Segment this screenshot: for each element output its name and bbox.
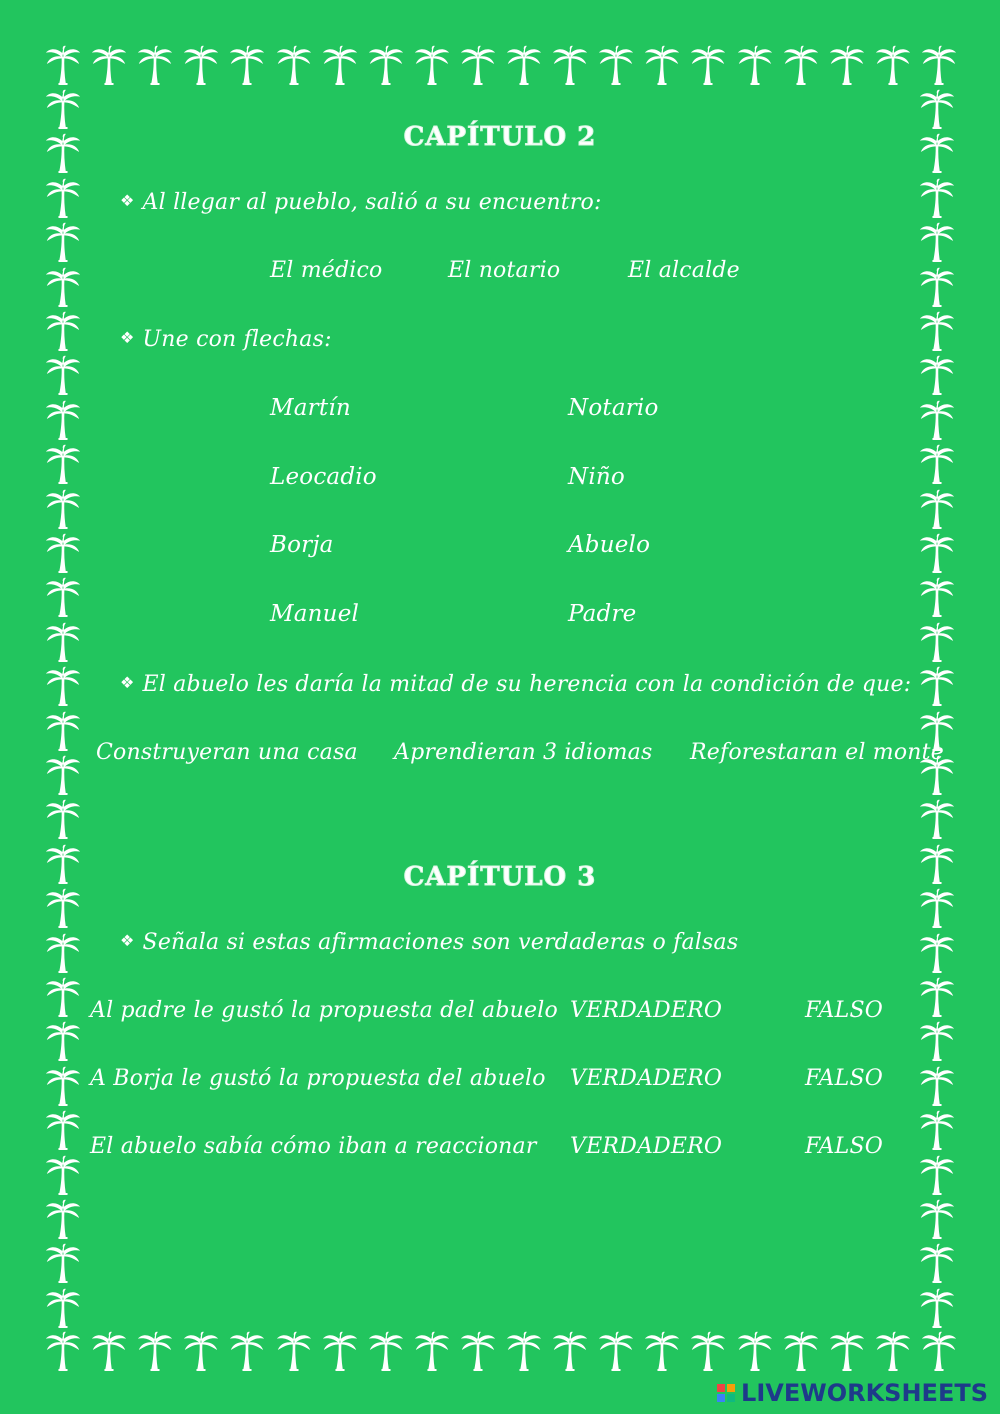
palm-tree-icon [918,976,956,1018]
palm-tree-icon [736,1330,774,1372]
brand-name: LIVEWORKSHEETS [741,1379,988,1407]
palm-tree-icon [44,754,82,796]
palm-tree-icon [505,44,543,86]
palm-tree-icon [44,621,82,663]
palm-tree-icon [597,44,635,86]
palm-tree-icon [689,44,727,86]
palm-tree-icon [918,1198,956,1240]
false-option[interactable]: FALSO [805,998,883,1023]
palm-tree-icon [918,399,956,441]
logo-square [727,1384,735,1392]
palm-tree-icon [459,44,497,86]
palm-tree-icon [90,44,128,86]
question-text: Señala si estas afirmaciones son verdaderas o falsas [142,930,739,955]
bullet-icon: ❖ [120,191,135,210]
logo-square [727,1394,735,1402]
palm-tree-icon [918,177,956,219]
palm-tree-icon [918,887,956,929]
palm-tree-icon [44,354,82,396]
option-notario[interactable]: El notario [448,258,561,283]
option-alcalde[interactable]: El alcalde [628,258,740,283]
palm-tree-icon [44,1198,82,1240]
palm-tree-icon [367,44,405,86]
palm-tree-icon [643,44,681,86]
palm-tree-icon [44,221,82,263]
palm-tree-icon [44,932,82,974]
palm-tree-icon [643,1330,681,1372]
false-option[interactable]: FALSO [805,1134,883,1159]
question-match [120,327,332,352]
palm-tree-icon [551,44,589,86]
palm-tree-icon [44,532,82,574]
palm-tree-icon [275,1330,313,1372]
palm-tree-icon [44,177,82,219]
palm-tree-icon [44,665,82,707]
palm-tree-icon [44,266,82,308]
palm-tree-icon [828,1330,866,1372]
palm-tree-icon [920,44,958,86]
palm-tree-icon [44,443,82,485]
match-left-item[interactable]: Borja [270,532,334,558]
palm-tree-icon [44,976,82,1018]
option-idiomas[interactable]: Aprendieran 3 idiomas [394,740,653,765]
palm-tree-icon [321,1330,359,1372]
palm-tree-icon [918,266,956,308]
logo-square [717,1394,725,1402]
palm-tree-icon [736,44,774,86]
palm-tree-icon [44,1330,82,1372]
option-casa[interactable]: Construyeran una casa [96,740,358,765]
match-right-item[interactable]: Padre [568,601,637,627]
match-left-item[interactable]: Manuel [270,601,360,627]
palm-tree-icon [44,576,82,618]
palm-tree-icon [44,1109,82,1151]
question-text: Une con flechas: [142,327,332,352]
statement-text: A Borja le gustó la propuesta del abuelo [90,1066,546,1091]
palm-tree-icon [597,1330,635,1372]
palm-tree-icon [918,576,956,618]
palm-tree-icon [413,44,451,86]
palm-tree-icon [782,1330,820,1372]
palm-tree-icon [44,1242,82,1284]
palm-tree-icon [782,44,820,86]
chapter-3-title: CAPÍTULO 3 [403,862,597,892]
palm-tree-icon [918,488,956,530]
palm-tree-icon [918,1020,956,1062]
palm-tree-icon [918,1154,956,1196]
match-right-item[interactable]: Notario [568,395,659,421]
palm-tree-icon [44,1287,82,1329]
true-option[interactable]: VERDADERO [570,1134,723,1159]
palm-tree-icon [182,44,220,86]
palm-tree-icon [275,44,313,86]
option-monte[interactable]: Reforestaran el monte [690,740,944,765]
palm-tree-icon [918,665,956,707]
palm-tree-icon [44,1020,82,1062]
question-true-false [120,930,738,955]
palm-tree-icon [136,1330,174,1372]
palm-tree-icon [918,443,956,485]
palm-tree-icon [321,44,359,86]
palm-tree-icon [44,1154,82,1196]
statement-text: Al padre le gustó la propuesta del abuelo [90,998,558,1023]
palm-tree-icon [874,44,912,86]
palm-tree-icon [689,1330,727,1372]
palm-tree-icon [44,798,82,840]
palm-tree-icon [918,1287,956,1329]
liveworksheets-logo[interactable] [717,1378,988,1408]
palm-tree-icon [918,221,956,263]
palm-tree-icon [918,1109,956,1151]
logo-mark-icon [717,1384,735,1402]
option-medico[interactable]: El médico [270,258,383,283]
palm-tree-icon [367,1330,405,1372]
statement-text: El abuelo sabía cómo iban a reaccionar [90,1134,537,1159]
match-left-item[interactable]: Martín [270,395,351,421]
palm-tree-icon [918,1065,956,1107]
palm-tree-icon [505,1330,543,1372]
false-option[interactable]: FALSO [805,1066,883,1091]
bullet-icon: ❖ [120,931,135,950]
palm-tree-icon [44,399,82,441]
bullet-icon: ❖ [120,328,135,347]
question-text: El abuelo les daría la mitad de su herencia con la condición de que: [142,672,912,697]
palm-tree-icon [874,1330,912,1372]
match-right-item[interactable]: Abuelo [568,532,651,558]
palm-tree-icon [44,44,82,86]
palm-tree-icon [182,1330,220,1372]
question-arrival [120,190,602,215]
question-inheritance [120,672,911,697]
palm-tree-icon [413,1330,451,1372]
palm-tree-icon [918,354,956,396]
match-left-item[interactable]: Leocadio [270,464,377,490]
palm-tree-icon [136,44,174,86]
palm-tree-icon [918,310,956,352]
palm-tree-icon [44,310,82,352]
palm-tree-icon [44,1065,82,1107]
palm-tree-icon [918,621,956,663]
palm-tree-icon [828,44,866,86]
palm-tree-icon [228,44,266,86]
palm-tree-icon [551,1330,589,1372]
palm-tree-icon [920,1330,958,1372]
palm-tree-icon [918,798,956,840]
chapter-2-title: CAPÍTULO 2 [403,122,597,152]
true-option[interactable]: VERDADERO [570,998,723,1023]
bullet-icon: ❖ [120,673,135,692]
palm-tree-icon [44,710,82,752]
palm-tree-icon [44,488,82,530]
palm-tree-icon [228,1330,266,1372]
question-text: Al llegar al pueblo, salió a su encuentro: [142,190,602,215]
true-option[interactable]: VERDADERO [570,1066,723,1091]
match-right-item[interactable]: Niño [568,464,625,490]
palm-tree-icon [918,1242,956,1284]
palm-tree-icon [459,1330,497,1372]
palm-tree-icon [918,932,956,974]
logo-square [717,1384,725,1392]
palm-tree-icon [90,1330,128,1372]
palm-tree-icon [44,887,82,929]
palm-tree-icon [918,532,956,574]
